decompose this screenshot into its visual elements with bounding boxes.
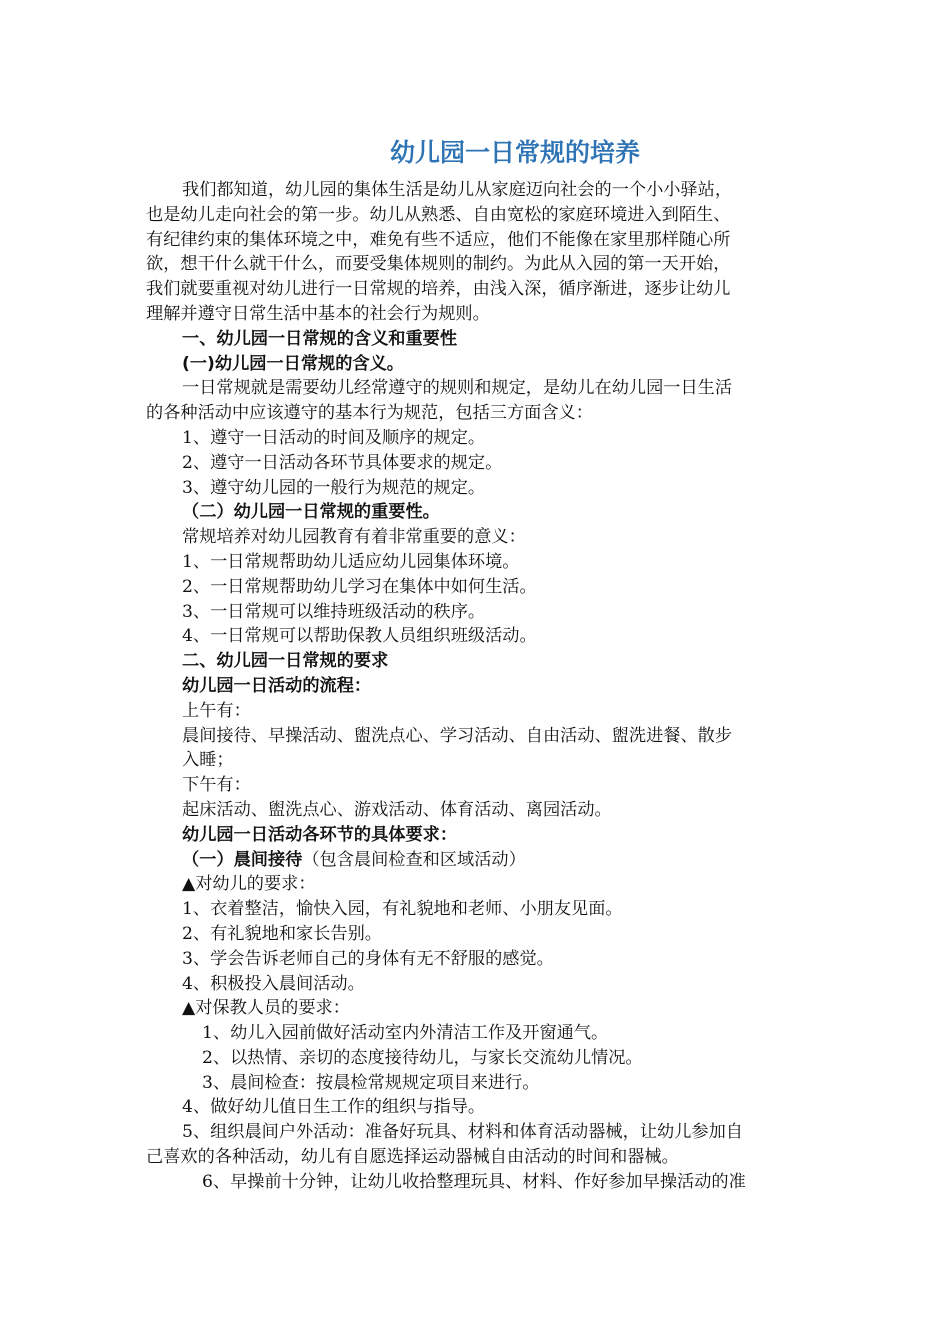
requirement-label: ▲对幼儿的要求： <box>182 874 316 895</box>
section-heading: 二、幼儿园一日常规的要求 <box>182 651 389 672</box>
paragraph-line: 一日常规就是需要幼儿经常遵守的规则和规定，是幼儿在幼儿园一日生活 <box>182 378 733 399</box>
list-item: 1、遵守一日活动的时间及顺序的规定。 <box>182 427 486 448</box>
morning-heading: （一）晨间接待 <box>182 849 303 870</box>
subsection-heading <box>146 848 806 873</box>
list-item: 3、一日常规可以维持班级活动的秩序。 <box>182 601 486 622</box>
list-item: 己喜欢的各种活动，幼儿有自愿选择运动器械自由活动的时间和器械。 <box>146 1147 679 1168</box>
paragraph-line: 的各种活动中应该遵守的基本行为规范，包括三方面含义： <box>146 403 593 424</box>
list-item: 3、晨间检查：按晨检常规规定项目来进行。 <box>202 1072 540 1093</box>
list-item: 4、做好幼儿值日生工作的组织与指导。 <box>182 1097 486 1118</box>
subsection-heading: （二）幼儿园一日常规的重要性。 <box>182 502 440 523</box>
paragraph-line: 入睡； <box>182 750 234 771</box>
document-title: 幼儿园一日常规的培养 <box>389 138 640 167</box>
list-item: 4、积极投入晨间活动。 <box>182 973 365 994</box>
intro-line: 有纪律约束的集体环境之中，难免有些不适应，他们不能像在家里那样随心所 <box>146 229 731 250</box>
subsection-heading: 幼儿园一日活动各环节的具体要求： <box>182 824 458 845</box>
requirement-label: ▲对保教人员的要求： <box>182 998 350 1019</box>
list-item: 3、学会告诉老师自己的身体有无不舒服的感觉。 <box>182 948 554 969</box>
list-item: 1、幼儿入园前做好活动室内外清洁工作及开窗通气。 <box>202 1023 609 1044</box>
intro-line: 我们就要重视对幼儿进行一日常规的培养，由浅入深，循序渐进，逐步让幼儿 <box>146 279 731 300</box>
paragraph-line: 起床活动、盥洗点心、游戏活动、体育活动、离园活动。 <box>182 799 612 820</box>
intro-line: 理解并遵守日常生活中基本的社会行为规则。 <box>146 303 490 324</box>
list-item: 2、以热情、亲切的态度接待幼儿，与家长交流幼儿情况。 <box>202 1047 643 1068</box>
list-item: 2、一日常规帮助幼儿学习在集体中如何生活。 <box>182 576 537 597</box>
list-item: 5、组织晨间户外活动：准备好玩具、材料和体育活动器械，让幼儿参加自 <box>182 1122 743 1143</box>
paragraph-line: 常规培养对幼儿园教育有着非常重要的意义： <box>182 527 526 548</box>
paragraph-line: 上午有： <box>182 700 251 721</box>
intro-line: 我们都知道，幼儿园的集体生活是幼儿从家庭迈向社会的一个小小驿站， <box>182 180 733 200</box>
list-item: 2、有礼貌地和家长告别。 <box>182 923 382 944</box>
subsection-heading: 幼儿园一日活动的流程： <box>182 675 372 696</box>
list-item: 1、衣着整洁，愉快入园，有礼貌地和老师、小朋友见面。 <box>182 899 623 920</box>
list-item: 4、一日常规可以帮助保教人员组织班级活动。 <box>182 626 537 647</box>
section-heading: 一、幼儿园一日常规的含义和重要性 <box>182 328 458 349</box>
paragraph-line: 晨间接待、早操活动、盥洗点心、学习活动、自由活动、盥洗进餐、散步 <box>182 725 733 746</box>
subsection-heading: (一)幼儿园一日常规的含义。 <box>182 353 404 374</box>
morning-heading-note: （包含晨间检查和区域活动） <box>302 849 526 870</box>
list-item: 2、遵守一日活动各环节具体要求的规定。 <box>182 452 503 473</box>
list-item: 3、遵守幼儿园的一般行为规范的规定。 <box>182 477 486 498</box>
intro-line: 欲，想干什么就干什么，而要受集体规则的制约。为此从入园的第一天开始， <box>146 254 731 275</box>
intro-line: 也是幼儿走向社会的第一步。幼儿从熟悉、自由宽松的家庭环境进入到陌生、 <box>146 204 731 225</box>
list-item: 1、一日常规帮助幼儿适应幼儿园集体环境。 <box>182 551 520 572</box>
list-item: 6、早操前十分钟，让幼儿收拾整理玩具、材料、作好参加早操活动的准 <box>202 1171 746 1192</box>
document-body <box>146 178 806 1195</box>
paragraph-line: 下午有： <box>182 775 251 796</box>
